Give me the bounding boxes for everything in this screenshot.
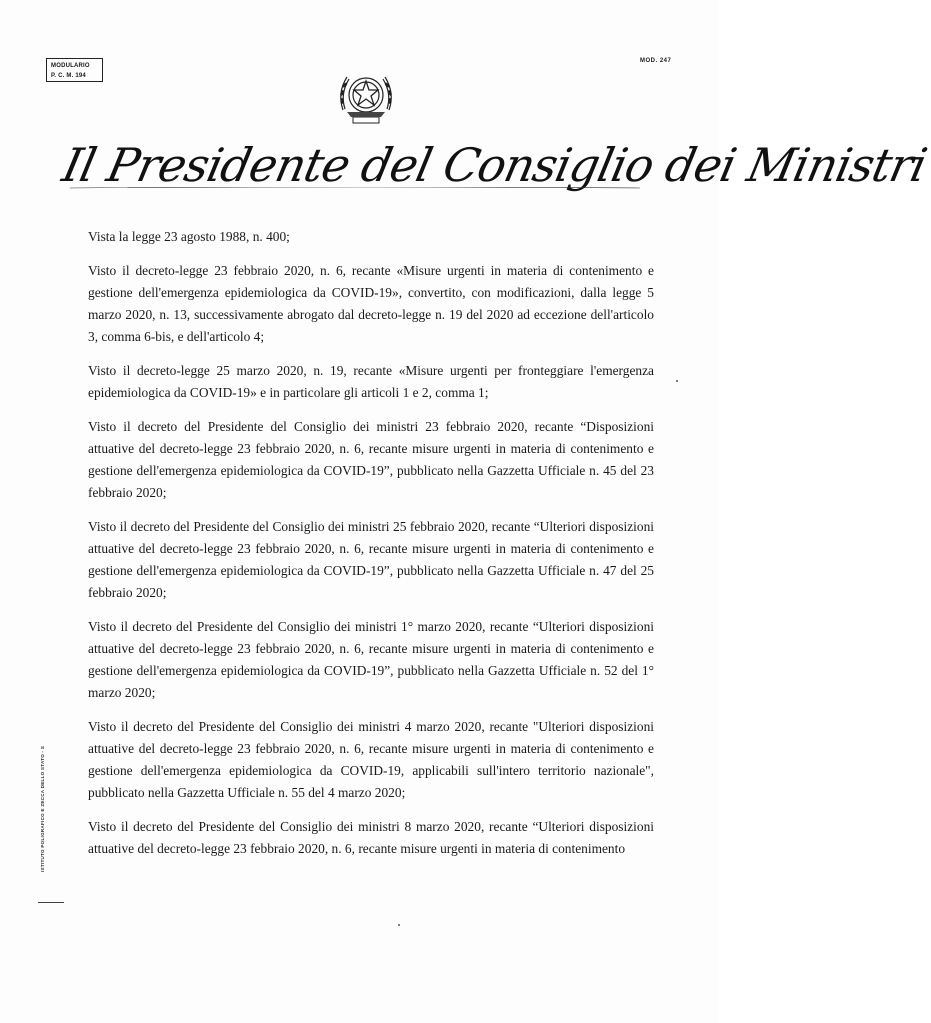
paragraph: Visto il decreto del Presidente del Consiglio dei ministri 4 marzo 2020, recante "Ulteriori disposizioni attuative del decreto-legge 23 febbraio 2020, n. 6, recante misure urgenti in materia di contenimento e gestione dell'emergenza epidemiologica da COVID-19, applicabili sull'intero territorio nazionale", pubblicato nella Gazzetta Ufficiale n. 55 del 4 marzo 2020; [88, 719, 654, 800]
margin-rule [38, 902, 64, 903]
mod-number: MOD. 247 [640, 58, 672, 64]
scan-speck [398, 924, 400, 926]
printer-side-note: ISTITUTO POLIGRAFICO E ZECCA DELLO STATO - S [40, 745, 45, 872]
paragraph: Visto il decreto del Presidente del Consiglio dei ministri 23 febbraio 2020, recante “Disposizioni attuative del decreto-legge 23 febbraio 2020, n. 6, recante misure urgenti in materia di contenimento e gestione dell'emergenza epidemiologica da COVID-19”, pubblicato nella Gazzetta Ufficiale n. 45 del 23 febbraio 2020; [88, 419, 654, 500]
italian-republic-emblem-icon [333, 65, 399, 135]
document-body [88, 226, 654, 872]
form-label-line1: MODULARIO [51, 63, 90, 69]
paragraph: Visto il decreto-legge 25 marzo 2020, n. 19, recante «Misure urgenti per fronteggiare l'emergenza epidemiologica da COVID-19» e in particolare gli articoli 1 e 2, comma 1; [88, 363, 654, 400]
paragraph: Visto il decreto del Presidente del Consiglio dei ministri 8 marzo 2020, recante “Ulteriori disposizioni attuative del decreto-legge 23 febbraio 2020, n. 6, recante misure urgenti in materia di contenimento [88, 819, 654, 856]
form-label-line2: P. C. M. 194 [51, 73, 86, 79]
scan-speck [676, 380, 678, 382]
paragraph: Vista la legge 23 agosto 1988, n. 400; [88, 229, 290, 244]
paragraph: Visto il decreto-legge 23 febbraio 2020, n. 6, recante «Misure urgenti in materia di contenimento e gestione dell'emergenza epidemiologica da COVID-19», convertito, con modificazioni, dalla legge 5 marzo 2020, n. 13, successivamente abrogato dal decreto-legge n. 19 del 2020 ad eccezione dell'articolo 3, comma 6-bis, e dell'articolo 4; [88, 263, 654, 344]
title-flourish [70, 187, 640, 189]
form-label-box [46, 58, 103, 82]
paragraph: Visto il decreto del Presidente del Consiglio dei ministri 25 febbraio 2020, recante “Ulteriori disposizioni attuative del decreto-legge 23 febbraio 2020, n. 6, recante misure urgenti in materia di contenimento e gestione dell'emergenza epidemiologica da COVID-19”, pubblicato nella Gazzetta Ufficiale n. 47 del 25 febbraio 2020; [88, 519, 654, 600]
paragraph: Visto il decreto del Presidente del Consiglio dei ministri 1° marzo 2020, recante “Ulteriori disposizioni attuative del decreto-legge 23 febbraio 2020, n. 6, recante misure urgenti in materia di contenimento e gestione dell'emergenza epidemiologica da COVID-19”, pubblicato nella Gazzetta Ufficiale n. 52 del 1° marzo 2020; [88, 619, 654, 700]
page-title: Il Presidente del Consiglio dei Ministri [57, 138, 931, 192]
